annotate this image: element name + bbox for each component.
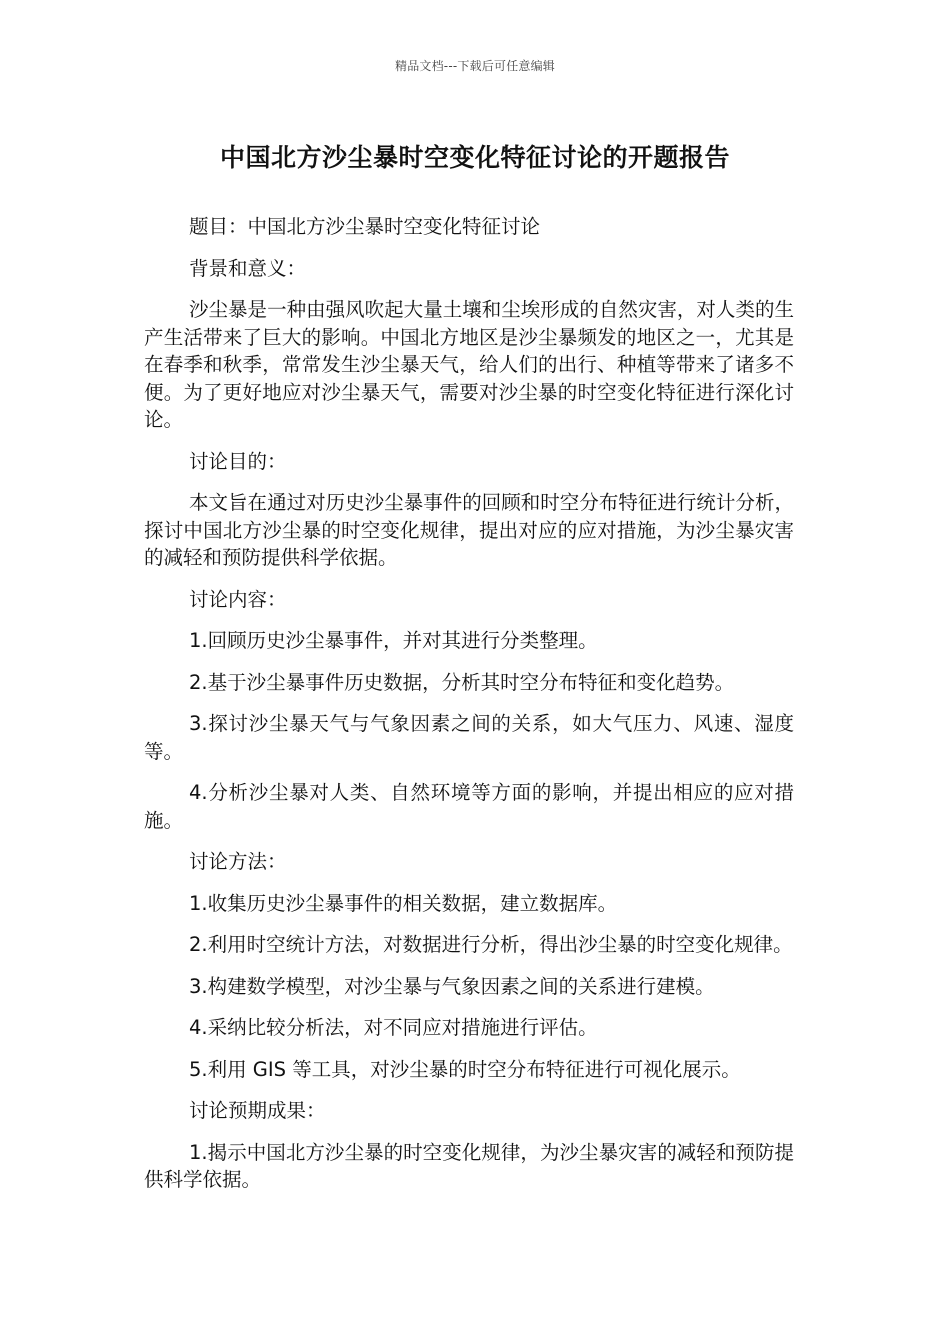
content-item-3: 3.探讨沙尘暴天气与气象因素之间的关系，如大气压力、风速、湿度等。	[144, 712, 794, 763]
header-note: 精品文档---下载后可任意编辑	[395, 59, 555, 73]
topic-line: 题目：中国北方沙尘暴时空变化特征讨论	[189, 215, 541, 238]
content-item-4: 4.分析沙尘暴对人类、自然环境等方面的影响，并提出相应的应对措施。	[144, 781, 794, 832]
document-title: 中国北方沙尘暴时空变化特征讨论的开题报告	[219, 143, 730, 172]
section-heading-background: 背景和意义：	[189, 256, 307, 280]
method-item-2: 2.利用时空统计方法，对数据进行分析，得出沙尘暴的时空变化规律。	[189, 933, 793, 956]
content-item-2: 2.基于沙尘暴事件历史数据，分析其时空分布特征和变化趋势。	[189, 670, 735, 694]
content-item-1: 1.回顾历史沙尘暴事件，并对其进行分类整理。	[189, 629, 598, 652]
outcome-item-1: 1.揭示中国北方沙尘暴的时空变化规律，为沙尘暴灾害的减轻和预防提供科学依据。	[144, 1140, 794, 1191]
section-heading-purpose: 讨论目的：	[189, 449, 287, 473]
method-item-4: 4.采纳比较分析法，对不同应对措施进行评估。	[189, 1016, 598, 1039]
method-item-3: 3.构建数学模型，对沙尘暴与气象因素之间的关系进行建模。	[189, 974, 715, 998]
method-item-5: 5.利用 GIS 等工具，对沙尘暴的时空分布特征进行可视化展示。	[189, 1057, 741, 1081]
background-paragraph: 沙尘暴是一种由强风吹起大量土壤和尘埃形成的自然灾害，对人类的生产生活带来了巨大的影响。中国北方地区是沙尘暴频发的地区之一，尤其是在春季和秋季，常常发生沙尘暴天气，给人们的出行、种植等带来了诸多不便。为了更好地应对沙尘暴天气，需要对沙尘暴的时空变化特征进行深化讨论。	[144, 298, 794, 431]
section-heading-methods: 讨论方法：	[189, 850, 287, 873]
section-heading-content: 讨论内容：	[189, 587, 287, 611]
purpose-paragraph: 本文旨在通过对历史沙尘暴事件的回顾和时空分布特征进行统计分析，探讨中国北方沙尘暴的时空变化规律，提出对应的应对措施，为沙尘暴灾害的减轻和预防提供科学依据。	[144, 491, 794, 569]
method-item-1: 1.收集历史沙尘暴事件的相关数据，建立数据库。	[189, 891, 618, 915]
section-heading-outcomes: 讨论预期成果：	[189, 1099, 326, 1122]
document-body	[144, 213, 794, 1208]
